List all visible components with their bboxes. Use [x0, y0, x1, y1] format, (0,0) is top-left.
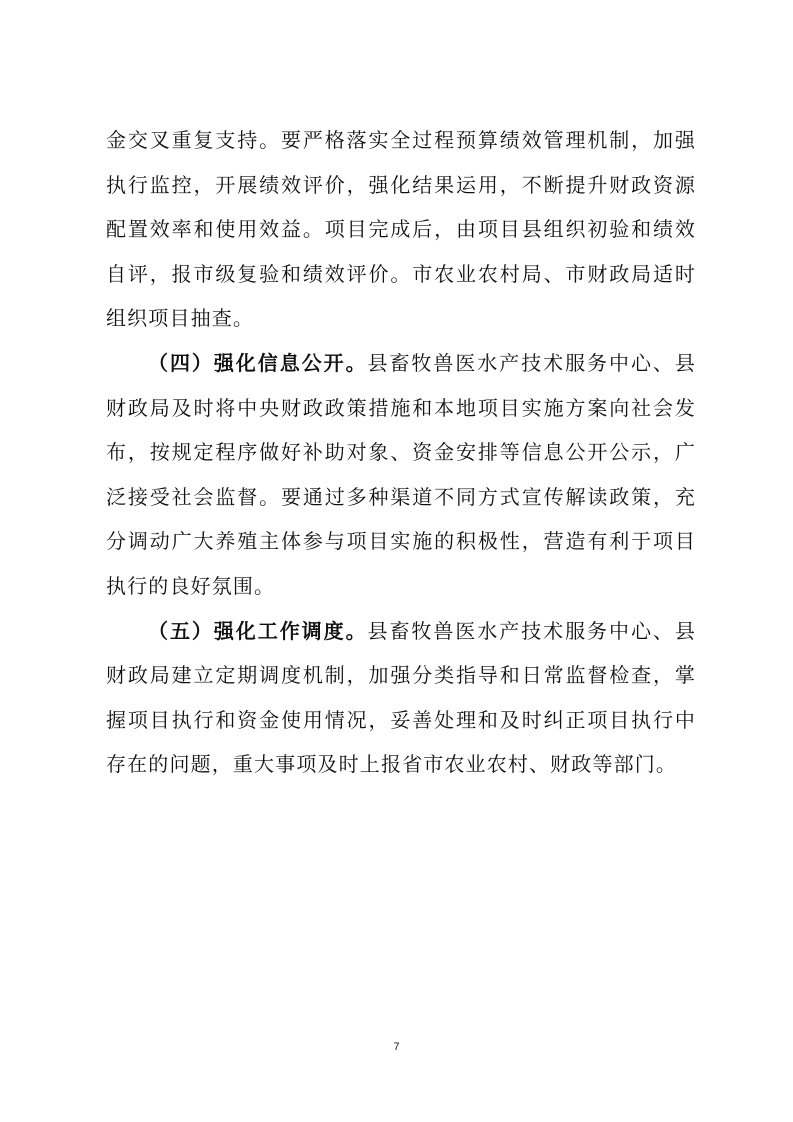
- paragraph-work-scheduling: [106, 609, 696, 787]
- document-body: [106, 118, 696, 787]
- page-number: 7: [393, 1041, 400, 1053]
- paragraph-text: 县畜牧兽医水产技术服务中心、县财政局及时将中央财政政策措施和本地项目实施方案向社会发布，按规定程序做好补助对象、资金安排等信息公开公示，广泛接受社会监督。要通过多种渠道不同方式宣传解读政策，充分调动广大养殖主体参与项目实施的积极性，营造有利于项目执行的良好氛围。: [106, 350, 697, 598]
- section-heading: （四）强化信息公开。: [148, 350, 368, 375]
- section-heading: （五）强化工作调度。: [148, 618, 368, 643]
- paragraph-text: 县畜牧兽医水产技术服务中心、县财政局建立定期调度机制，加强分类指导和日常监督检查，掌握项目执行和资金使用情况，妥善处理和及时纠正项目执行中存在的问题，重大事项及时上报省市农业农村、财政等部门。: [106, 618, 697, 777]
- paragraph-continuation: [106, 118, 696, 341]
- paragraph-text: 金交叉重复支持。要严格落实全过程预算绩效管理机制，加强执行监控，开展绩效评价，强化结果运用，不断提升财政资源配置效率和使用效益。项目完成后，由项目县组织初验和绩效自评，报市级复验和绩效评价。市农业农村局、市财政局适时组织项目抽查。: [106, 128, 696, 331]
- paragraph-info-disclosure: [106, 341, 696, 609]
